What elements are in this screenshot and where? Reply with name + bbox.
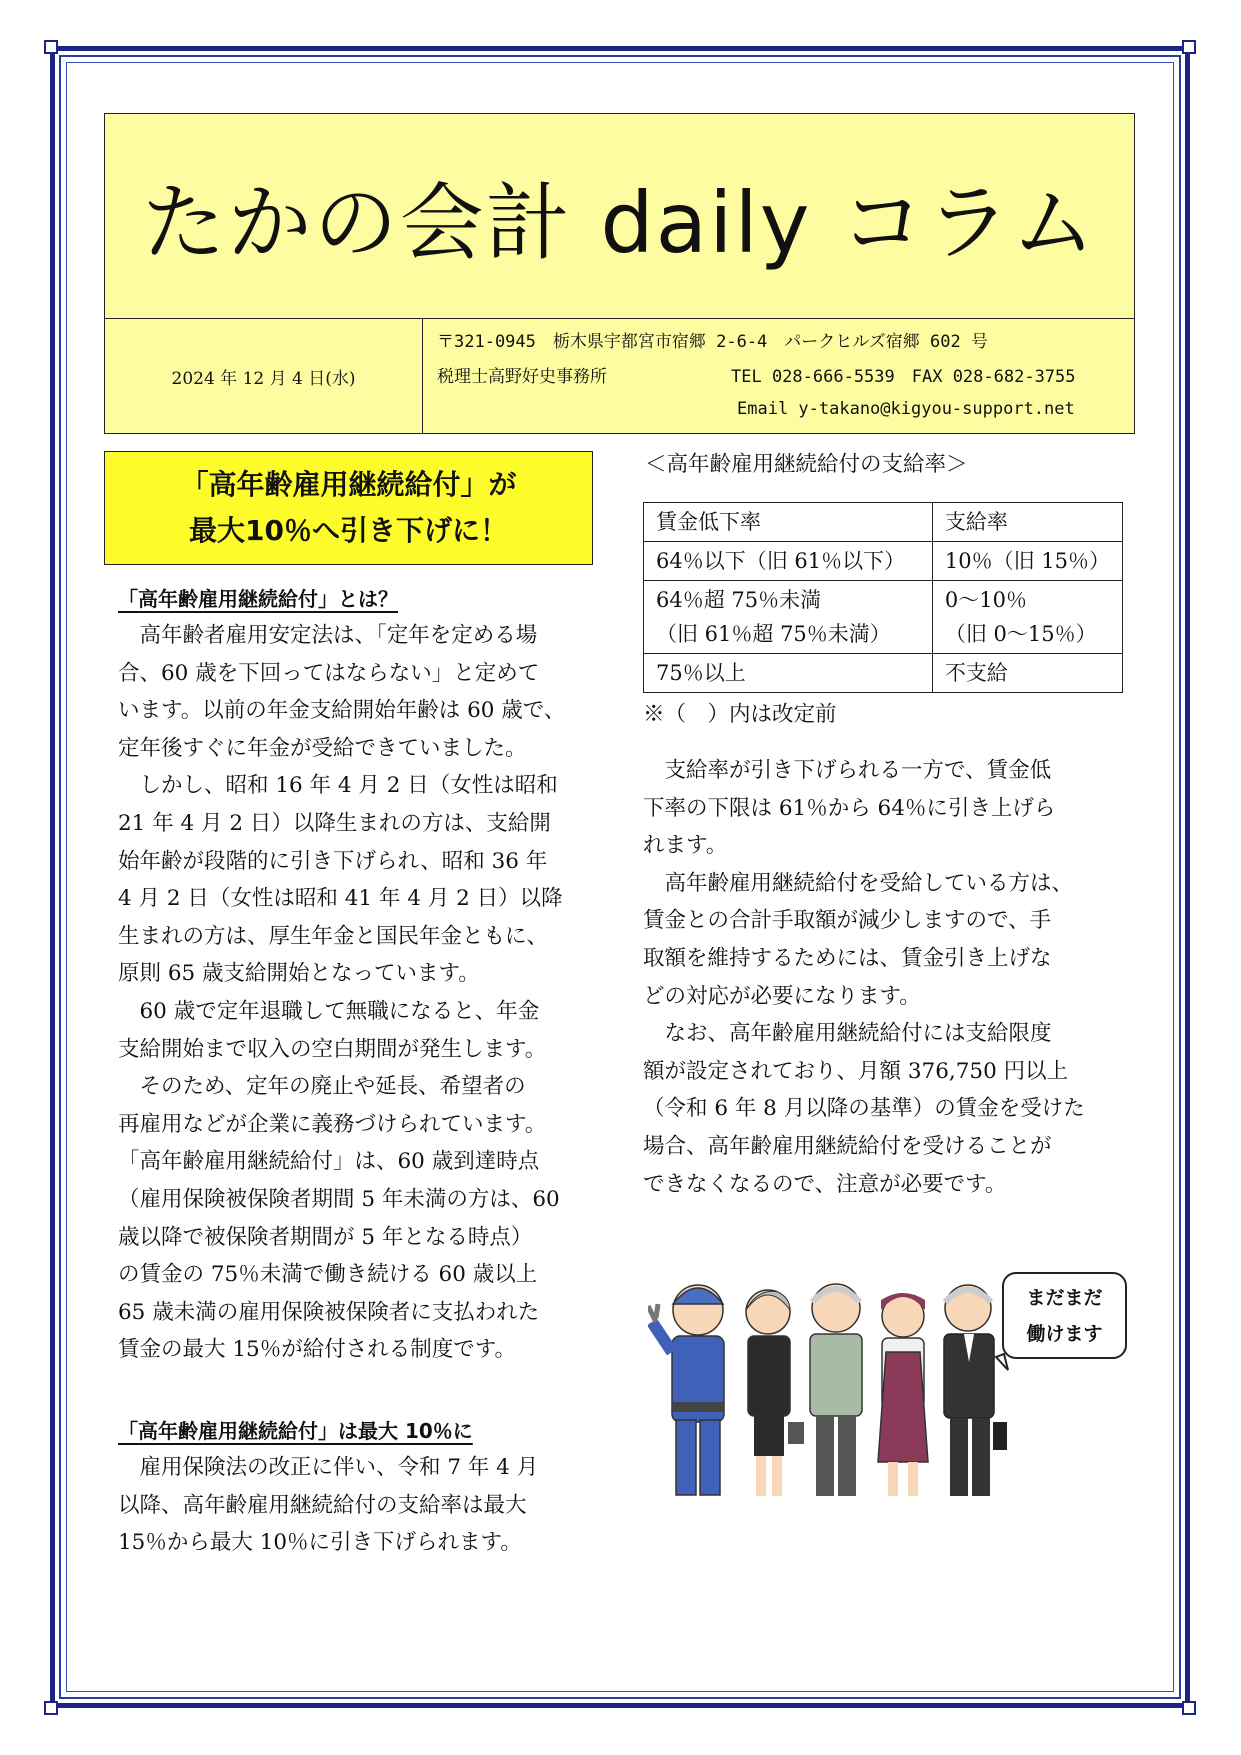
text-line: 以降、高年齢雇用継続給付の支給率は最大 bbox=[118, 1492, 527, 1518]
text-line: できなくなるので、注意が必要です。 bbox=[643, 1171, 1007, 1197]
man-green-figure bbox=[810, 1284, 862, 1496]
title-banner bbox=[105, 114, 1134, 319]
text-line: 賃金の最大 15％が給付される制度です。 bbox=[118, 1337, 516, 1363]
section-body-about bbox=[118, 617, 565, 1369]
table-cell: 75％以上 bbox=[644, 654, 933, 693]
text-line: います。以前の年金支給開始年齢は 60 歳で、 bbox=[118, 698, 566, 724]
text-line: 賃金との合計手取額が減少しますので、手 bbox=[643, 908, 1052, 934]
bubble-tail bbox=[996, 1354, 1008, 1370]
office-phone-fax: TEL 028-666-5539 FAX 028-682-3755 bbox=[731, 367, 1076, 387]
newsletter-header bbox=[104, 113, 1135, 434]
table-cell: 64％以下（旧 61％以下） bbox=[644, 542, 933, 581]
text-line: 「高年齢雇用継続給付」は、60 歳到達時点 bbox=[118, 1149, 540, 1175]
text-line: 4 月 2 日（女性は昭和 41 年 4 月 2 日）以降 bbox=[118, 886, 563, 912]
text-line: （令和 6 年 8 月以降の基準）の賃金を受けた bbox=[643, 1096, 1085, 1122]
right-column-body bbox=[643, 752, 1085, 1203]
text-line: 高年齢者雇用安定法は、「定年を定める場 bbox=[118, 623, 538, 648]
office-email: Email y-takano@kigyou-support.net bbox=[737, 399, 1075, 419]
benefit-rate-table bbox=[643, 502, 1123, 693]
table-cell-line: （旧 61％超 75％未満） bbox=[656, 622, 891, 646]
table-row bbox=[644, 581, 1123, 654]
newsletter-title: たかの会計 daily コラム bbox=[141, 173, 1098, 272]
table-cell-line: 0～10％ bbox=[944, 588, 1027, 612]
table-cell: 10％（旧 15％） bbox=[932, 542, 1122, 581]
section-body-reduction bbox=[118, 1449, 538, 1562]
headline-line-1: 「高年齢雇用継続給付」が bbox=[180, 468, 517, 501]
text-line: 額が設定されており、月額 376,750 円以上 bbox=[643, 1058, 1069, 1084]
text-line: 生まれの方は、厚生年金と国民年金ともに、 bbox=[118, 923, 549, 949]
headline-line-2: 最大10％へ引き下げに！ bbox=[189, 514, 508, 547]
text-line: れます。 bbox=[643, 833, 728, 859]
woman-suit-figure bbox=[746, 1290, 804, 1496]
table-cell bbox=[932, 581, 1122, 654]
table-header-row bbox=[644, 503, 1123, 542]
section-heading-reduction: 「高年齢雇用継続給付」は最大 10％に bbox=[118, 1419, 473, 1443]
text-line: 始年齢が段階的に引き下げられ、昭和 36 年 bbox=[118, 848, 548, 874]
table-header-cell: 賃金低下率 bbox=[644, 503, 933, 542]
table-row bbox=[644, 654, 1123, 693]
border-corner-bottom-left bbox=[44, 1701, 58, 1715]
office-address: 〒321-0945 栃木県宇都宮市宿郷 2-6-4 パークヒルズ宿郷 602 号 bbox=[437, 332, 988, 352]
man-suit-figure bbox=[944, 1285, 1007, 1496]
text-line: 15％から最大 10％に引き下げられます。 bbox=[118, 1530, 522, 1556]
border-corner-top-left bbox=[44, 40, 58, 54]
text-line: 雇用保険法の改正に伴い、令和 7 年 4 月 bbox=[118, 1455, 539, 1480]
text-line: なお、高年齢雇用継続給付には支給限度 bbox=[643, 1021, 1052, 1047]
text-line: 場合、高年齢雇用継続給付を受けることが bbox=[643, 1133, 1052, 1159]
bubble-line-2: 働けます bbox=[1026, 1323, 1103, 1345]
text-line: 21 年 4 月 2 日）以降生まれの方は、支給開 bbox=[118, 810, 551, 836]
table-cell-line: （旧 0～15％） bbox=[944, 622, 1097, 646]
text-line: 合、60 歳を下回ってはならない」と定めて bbox=[118, 660, 540, 686]
section-heading-about: 「高年齢雇用継続給付」とは？ bbox=[118, 587, 398, 611]
table-note: ※（ ）内は改定前 bbox=[643, 702, 837, 727]
text-line: 高年齢雇用継続給付を受給している方は、 bbox=[643, 870, 1074, 896]
text-line: 支給率が引き下げられる一方で、賃金低 bbox=[643, 758, 1052, 783]
text-line: 65 歳未満の雇用保険被保険者に支払われた bbox=[118, 1299, 540, 1325]
table-cell-line: 64％超 75％未満 bbox=[656, 588, 822, 612]
border-corner-top-right bbox=[1182, 40, 1196, 54]
worker-figure bbox=[648, 1285, 724, 1495]
text-line: 原則 65 歳支給開始となっています。 bbox=[118, 961, 480, 987]
text-line: 取額を維持するためには、賃金引き上げな bbox=[643, 945, 1052, 971]
bubble-line-1: まだまだ bbox=[1026, 1287, 1103, 1309]
text-line: 歳以降で被保険者期間が 5 年となる時点） bbox=[118, 1224, 533, 1250]
border-corner-bottom-right bbox=[1182, 1701, 1196, 1715]
table-header-cell: 支給率 bbox=[932, 503, 1122, 542]
table-row bbox=[644, 542, 1123, 581]
text-line: 定年後すぐに年金が受給できていました。 bbox=[118, 735, 527, 761]
text-line: 支給開始まで収入の空白期間が発生します。 bbox=[118, 1036, 547, 1062]
table-caption: ＜高年齢雇用継続給付の支給率＞ bbox=[645, 452, 968, 477]
text-line: 再雇用などが企業に義務づけられています。 bbox=[118, 1111, 547, 1137]
text-line: の賃金の 75％未満で働き続ける 60 歳以上 bbox=[118, 1262, 538, 1288]
text-line: （雇用保険被保険者期間 5 年未満の方は、60 bbox=[118, 1186, 560, 1212]
text-line: 60 歳で定年退職して無職になると、年金 bbox=[118, 998, 540, 1024]
office-name: 税理士高野好史事務所 bbox=[437, 367, 607, 387]
text-line: どの対応が必要になります。 bbox=[643, 983, 921, 1009]
issue-date: 2024 年 12 月 4 日(水) bbox=[105, 319, 423, 433]
text-line: 下率の下限は 61％から 64％に引き上げら bbox=[643, 795, 1056, 821]
article-headline bbox=[104, 451, 593, 565]
speech-bubble bbox=[1002, 1272, 1127, 1359]
text-line: そのため、定年の廃止や延長、希望者の bbox=[118, 1074, 526, 1100]
text-line: しかし、昭和 16 年 4 月 2 日（女性は昭和 bbox=[118, 773, 558, 799]
table-cell bbox=[644, 581, 933, 654]
table-cell: 不支給 bbox=[932, 654, 1122, 693]
header-info-row bbox=[105, 319, 1134, 433]
woman-apron-figure bbox=[878, 1293, 928, 1496]
